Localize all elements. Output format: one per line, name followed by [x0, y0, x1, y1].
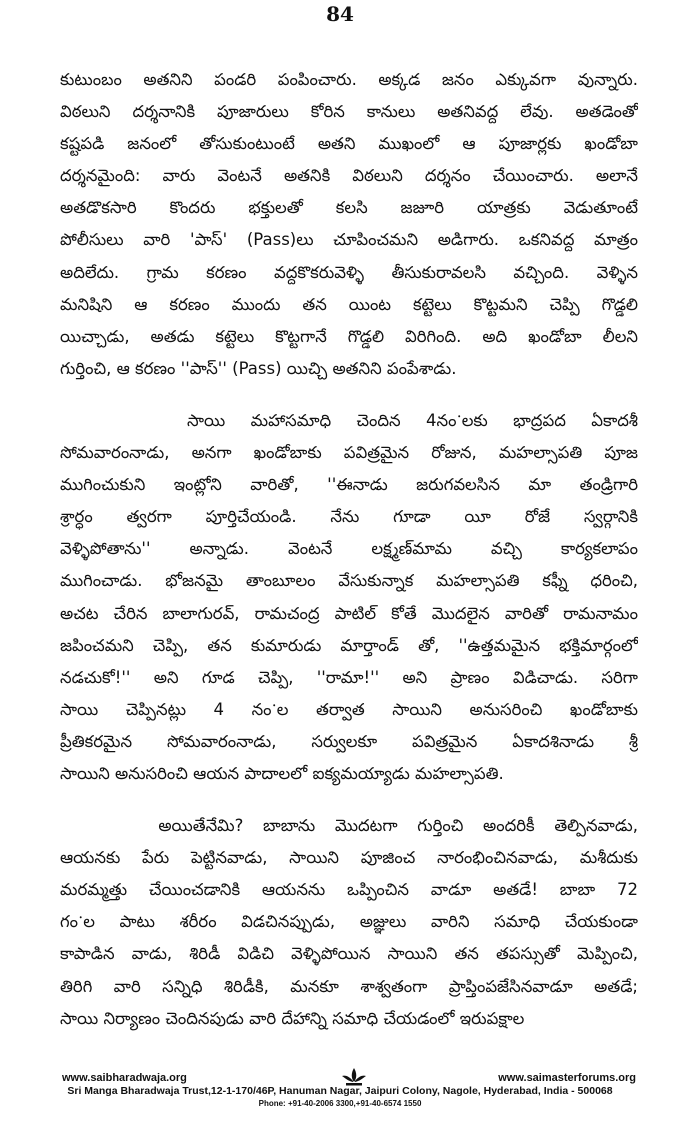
- text-line: దర్శనమైంది: వారు వెంటనే అతనికి విఠలుని దర్శనం చేయించారు. అలానే: [60, 166, 638, 186]
- paragraph-gap: [60, 385, 638, 405]
- text-line: సాయిని అనుసరించి ఆయన పాదాలలో ఐక్యమయ్యాడు మహల్సాపతి.: [60, 763, 504, 783]
- footer: [0, 1066, 680, 1122]
- text-line: సాయి నిర్యాణం చెందినపుడు వారి దేహాన్ని సమాధి చేయడంలో ఇరుపక్షాల: [60, 1008, 525, 1028]
- text-line: వెళ్ళిపోతాను'' అన్నాడు. వెంటనే లక్ష్మణ్‌మామ వచ్చి కార్యకలాపం: [60, 539, 638, 559]
- footer-website-left[interactable]: www.saibharadwaja.org: [62, 1072, 187, 1084]
- text-line: కుటుంబం అతనిని పండరి పంపించారు. అక్కడ జనం ఎక్కువగా వున్నారు.: [60, 70, 638, 89]
- text-line: ప్రీతికరమైన సోమవారంనాడు, సర్వులకూ పవిత్రమైన ఏకాదశినాడు శ్రీ: [60, 731, 638, 751]
- footer-phone: Phone: +91-40-2006 3300,+91-40-6574 1550: [258, 1099, 422, 1108]
- text-line: అతడొకసారి కొందరు భక్తులతో కలసి జజూరి యాత్రకు వెడుతూంటే: [60, 198, 638, 218]
- text-line: గంॱల పాటు శరీరం విడచినప్పుడు, అజ్ఞులు వారిని సమాధి చేయకుండా: [60, 912, 638, 932]
- text-line: ముగించాడు. భోజనమై తాంబూలం వేసుకున్నాక మహల్సాపతి కఫ్నీ ధరించి,: [60, 571, 638, 591]
- text-line: మరమ్మత్తు చేయించడానికి ఆయనను ఒప్పించిన వాడూ అతడే! బాబా 72: [60, 880, 638, 900]
- text-line: తిరిగి వారి సన్నిధి శిరిడీకి, మనకూ శాశ్వతంగా ప్రాప్తింపజేసినవాడూ అతడే;: [60, 976, 638, 996]
- footer-website-right[interactable]: www.saimasterforums.org: [498, 1072, 636, 1084]
- text-line: విఠలుని దర్శనానికి పూజారులు కోరిన కానులు అతనివద్ద లేవు. అతడెంతో: [60, 102, 638, 122]
- text-line: గుర్తించి, ఆ కరణం ''పాస్'' (Pass) యిచ్చి అతనిని పంపేశాడు.: [60, 358, 457, 378]
- paragraph-gap: [60, 790, 638, 810]
- page-number: 84: [326, 2, 354, 26]
- paragraph: [60, 64, 638, 385]
- paragraph: [60, 810, 638, 1035]
- footer-address: Sri Manga Bharadwaja Trust,12-1-170/46P, Hanuman Nagar, Jaipuri Colony, Nagole, Hyderabad, India - 500068: [67, 1085, 613, 1097]
- text-line: జపించమని చెప్పి, తన కుమారుడు మార్తాండ్ తో, ''ఉత్తమమైన భక్తిమార్గంలో: [60, 635, 638, 655]
- text-line: కష్టపడి జనంలో తోసుకుంటుంటే అతని ముఖంలో ఆ పూజార్లకు ఖండోబా: [60, 134, 638, 154]
- text-line: అచట చేరిన బాలాగురవ్, రామచంద్ర పాటిల్ కోతే మొదలైన వారితో రామనామం: [60, 603, 638, 623]
- text-line: ఆయనకు పేరు పెట్టినవాడు, సాయిని పూజించ నారంభించినవాడు, మశీదుకు: [60, 848, 638, 868]
- text-line: అదిలేదు. గ్రామ కరణం వద్దకొకరువెళ్ళి తీసుకురావలసి వచ్చింది. వెళ్ళిన: [60, 262, 638, 282]
- text-line: అయితేనేమి? బాబాను మొదటగా గుర్తించి అందరికీ తెల్పినవాడు,: [60, 816, 638, 836]
- text-line: శ్రార్ధం త్వరగా పూర్తిచేయండి. నేను గూడా యీ రోజే స్వర్గానికి: [60, 507, 638, 527]
- text-line: సాయి చెప్పినట్లు 4 నంॱల తర్వాత సాయిని అనుసరించి ఖండోబాకు: [60, 699, 638, 719]
- text-line: కాపాడిన వాడు, శిరిడీ విడిచి వెళ్ళిపోయిన సాయిని తన తపస్సుతో మెప్పించి,: [60, 944, 638, 964]
- text-line: నడచుకో!'' అని గూడ చెప్పి, ''రామా!'' అని ప్రాణం విడిచాడు. సరిగా: [60, 667, 638, 687]
- text-line: ముగించుకుని ఇంట్లోని వారితో, ''ఈనాడు జరుగవలసిన మా తండ్రిగారి: [60, 475, 638, 495]
- text-line: సాయి మహాసమాధి చెందిన 4నంॱలకు భాద్రపద ఏకాదశీ: [60, 410, 638, 430]
- body-text: [60, 64, 638, 1035]
- paragraph: [60, 405, 638, 790]
- text-line: మనిషిని ఆ కరణం ముందు తన యింట కట్టెలు కొట్టమని చెప్పి గొడ్డలి: [60, 294, 638, 314]
- text-line: యిచ్చాడు, అతడు కట్టెలు కొట్టగానే గొడ్డలి విరిగింది. అది ఖండోబా లీలని: [60, 326, 638, 346]
- text-line: సోమవారంనాడు, అనగా ఖండోబాకు పవిత్రమైన రోజున, మహల్సాపతి పూజ: [60, 443, 638, 463]
- text-line: పోలీసులు వారి 'పాస్' (Pass)లు చూపించమని అడిగారు. ఒకనివద్ద మాత్రం: [60, 230, 638, 250]
